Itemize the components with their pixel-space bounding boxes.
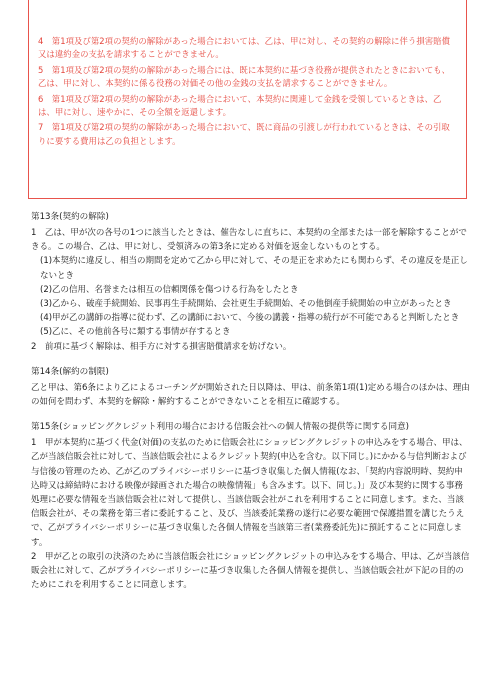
section-gap: [31, 354, 471, 365]
article-14-heading: 第14条(解約の制限): [31, 366, 109, 377]
article-15-heading: 第15条(ショッピングクレジット利用の場合における信販会社への個人情報の提供等に関する同意): [31, 422, 410, 433]
clause-item-4: 4 第1項及び第2項の契約の解除があった場合においては、乙は、甲に対し、その契約の解除に伴う損害賠償又は違約金の支払を請求することができません。: [38, 36, 451, 60]
article-14-paragraph: 乙と甲は、第6条により乙によるコーチングが開始された日以降は、甲は、前条第1項(1)定める場合のほかは、理由の如何を問わず、本契約を解除・解約することができないことを相互に確認する。: [31, 382, 470, 408]
clause-item-7: 7 第1項及び第2項の契約の解除があった場合において、既に商品の引渡しが行われているときは、その引取りに要する費用は乙の負担とします。: [38, 122, 450, 146]
article-13-item-1: (1)本契約に違反し、相当の期間を定めて乙から甲に対して、その是正を求めたにも関わらず、その違反を是正しないとき: [40, 256, 468, 281]
article-13-paragraph-2: 2 前項に基づく解除は、相手方に対する損害賠償請求を妨げない。: [31, 341, 292, 352]
article-15-paragraph-1: 1 甲が本契約に基づく代金(対価)の支払のために信販会社にショッピングクレジットの申込みをする場合、甲は、乙が当該信販会社に対して、当該信販会社によるクレジット契約(申込を含む。以下同じ。)にかかる与信判断および与信後の管理のため、乙が乙のプライバシーポリシーに基づき収集した個人情報(なお、「契約内容説明時、契約申込時又は締結時における映像が録画された場合の映像情報」も含みます。以下、同じ。)」及び本契約に関する事務処理に必要な情報を当該信販会社に対して提供し、当該信販会社がこれを利用することに同意します。また、当該信販会社が、その業務を第三者に委託すること、及び、当該委託業務の遂行に必要な範囲で保護措置を講じたうえで、乙がプライバシーポリシーに基づき収集した各個人情報を当該第三者(業務委託先)に預託することに同意します。: [31, 438, 468, 548]
section-gap: [31, 409, 471, 420]
clause-item-5: 5 第1項及び第2項の契約の解除があった場合には、既に本契約に基づき役務が提供されたときにおいても、乙は、甲に対し、本契約に係る役務の対価その他の金銭の支払を請求することができません。: [38, 64, 451, 89]
article-13-item-4: (4)甲が乙の講師の指導に従わず、乙の講師において、今後の講義・指導の続行が不可能であると判断したとき: [40, 313, 460, 324]
article-13-item-3: (3)乙から、破産手続開始、民事再生手続開始、会社更生手続開始、その他倒産手続開始の申立があったとき: [40, 299, 452, 310]
document-body: [31, 210, 471, 592]
article-13-heading: 第13条(契約の解除): [31, 212, 109, 222]
article-13-item-2: (2)乙の信用、名誉または相互の信頼関係を傷つける行為をしたとき: [40, 284, 299, 295]
article-13-item-5: (5)乙に、その他前各号に類する事情が存するとき: [40, 327, 231, 338]
article-13-paragraph-1: 1 乙は、甲が次の各号の1つに該当したときは、催告なしに直ちに、本契約の全部または一部を解除することができる。この場合、乙は、甲に対し、受領済みの第3条に定める対価を返金しないものとする。: [31, 228, 467, 253]
highlighted-clause-box: [28, 0, 467, 199]
clause-item-6: 6 第1項及び第2項の契約の解除があった場合において、本契約に関連して金銭を受領しているときは、乙は、甲に対し、速やかに、その全額を返還します。: [38, 93, 442, 118]
article-15-paragraph-2: 2 甲が乙との取引の決済のために当該信販会社にショッピングクレジットの申込みをする場合、甲は、乙が当該信販会社に対して、乙がプライバシーポリシーに基づき収集した各個人情報を提供し、当該信販会社が下記の目的のためにこれを利用することに同意します。: [31, 551, 470, 591]
